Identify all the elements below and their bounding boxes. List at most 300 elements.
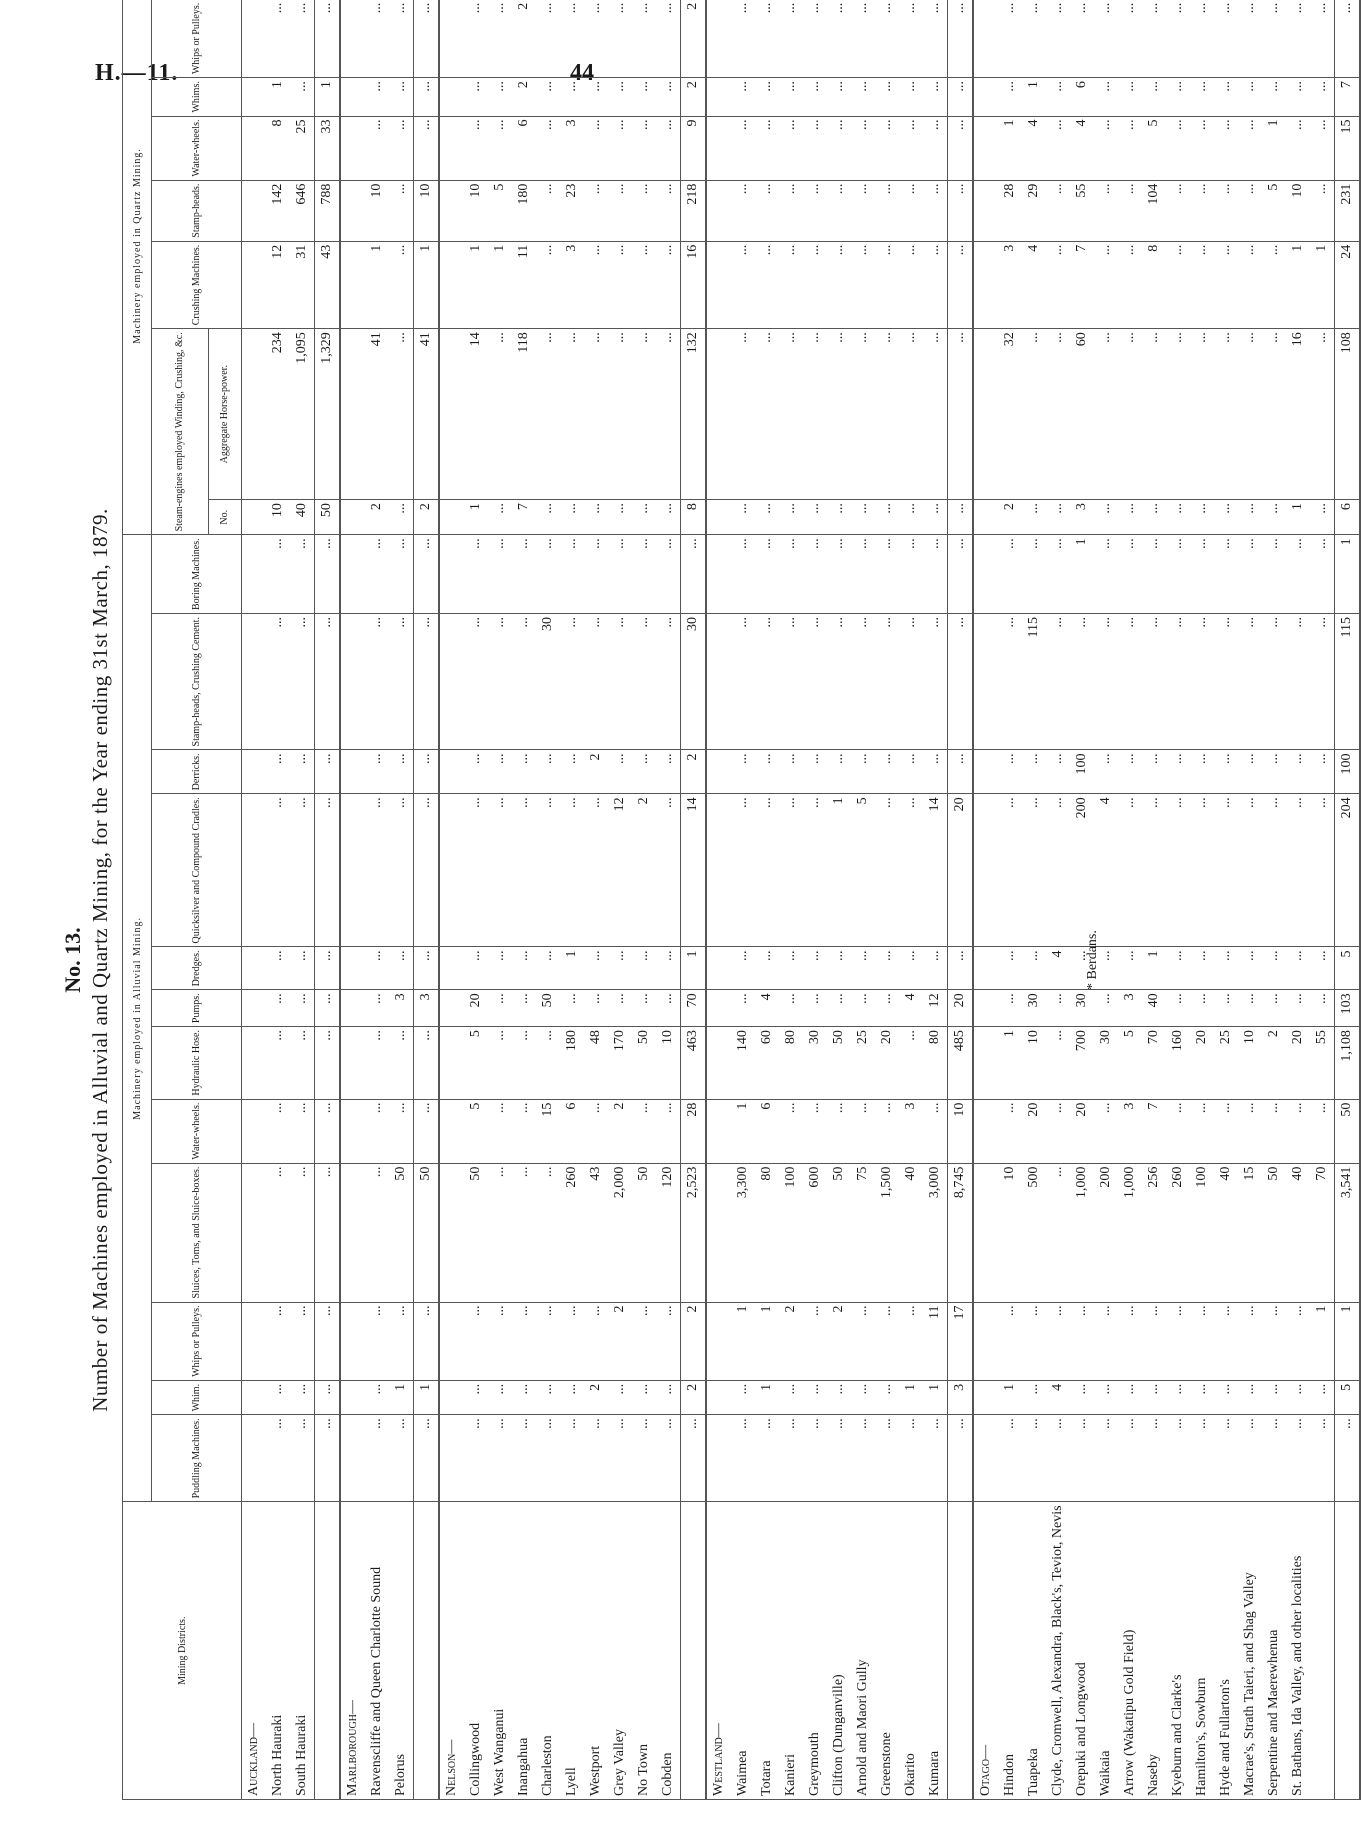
table-cell: ... [755, 947, 779, 990]
col-steam-0: No. [208, 500, 242, 535]
total-cell: ... [315, 990, 341, 1027]
table-cell: 1 [365, 241, 389, 329]
table-cell: ... [851, 614, 875, 750]
table-cell: ... [512, 535, 536, 614]
total-cell: 108 [1335, 329, 1361, 500]
table-number: No. 13. [60, 927, 85, 993]
table-cell: ... [608, 947, 632, 990]
table-cell: ... [923, 0, 948, 78]
table-row [1310, 0, 1335, 1800]
table-row [266, 0, 290, 1800]
total-cell: 2 [414, 500, 440, 535]
table-cell: ... [875, 78, 899, 116]
table-cell: ... [998, 0, 1022, 78]
table-cell: ... [488, 750, 512, 794]
table-cell: ... [755, 329, 779, 500]
table-cell: ... [656, 1415, 681, 1502]
table-cell: 7 [512, 500, 536, 535]
table-cell: ... [899, 180, 923, 241]
table-cell: ... [1022, 1380, 1046, 1415]
table-cell: ... [584, 535, 608, 614]
table-cell: ... [290, 1099, 315, 1163]
table-cell: ... [998, 750, 1022, 794]
total-cell: ... [414, 535, 440, 614]
locality-name: Ravenscliffe and Queen Charlotte Sound [365, 1502, 389, 1800]
table-cell: ... [899, 116, 923, 180]
district-header-row [973, 0, 998, 1800]
table-cell: ... [923, 241, 948, 329]
table-cell: ... [779, 1099, 803, 1163]
locality-name [1310, 1502, 1335, 1800]
table-cell: 3 [998, 241, 1022, 329]
table-cell: 1 [998, 1027, 1022, 1100]
table-cell: 1,000 [1070, 1163, 1094, 1302]
table-cell: ... [632, 180, 656, 241]
table-cell: ... [803, 0, 827, 78]
table-row [488, 0, 512, 1800]
col-alluvial-7: Dredges. [152, 947, 242, 990]
table-cell: ... [1310, 614, 1335, 750]
table-cell: ... [875, 1099, 899, 1163]
district-total-row [315, 0, 341, 1800]
table-cell: 10 [266, 500, 290, 535]
table-cell: ... [803, 241, 827, 329]
table-cell: 30 [803, 1027, 827, 1100]
table-cell: 115 [1022, 614, 1046, 750]
table-cell: ... [365, 1380, 389, 1415]
table-cell: ... [731, 1415, 755, 1502]
table-cell: ... [464, 794, 488, 947]
table-cell: ... [1286, 750, 1310, 794]
table-cell: ... [875, 1302, 899, 1380]
table-cell: ... [632, 0, 656, 78]
table-cell: ... [1238, 116, 1262, 180]
table-cell: ... [656, 614, 681, 750]
table-cell: 1,500 [875, 1163, 899, 1302]
table-cell: ... [923, 535, 948, 614]
table-cell: 100 [1190, 1163, 1214, 1302]
table-cell: ... [803, 1380, 827, 1415]
total-cell: ... [948, 0, 974, 78]
table-cell: ... [389, 180, 414, 241]
table-cell: 2 [584, 750, 608, 794]
table-cell: 200 [1070, 794, 1094, 947]
table-cell: 1 [899, 1380, 923, 1415]
table-cell: ... [1046, 1163, 1070, 1302]
table-cell: ... [875, 1415, 899, 1502]
table-cell: ... [1118, 116, 1142, 180]
table-cell: ... [1262, 614, 1286, 750]
table-cell: ... [488, 1027, 512, 1100]
table-cell: ... [851, 329, 875, 500]
table-cell: 2 [827, 1302, 851, 1380]
table-cell: ... [875, 990, 899, 1027]
table-cell: ... [875, 947, 899, 990]
table-cell: ... [731, 947, 755, 990]
table-cell: ... [1238, 750, 1262, 794]
table-cell: ... [1046, 500, 1070, 535]
total-cell: ... [315, 535, 341, 614]
table-cell: ... [899, 1027, 923, 1100]
table-cell: ... [1094, 535, 1118, 614]
total-cell: ... [948, 535, 974, 614]
table-cell: 7 [1070, 241, 1094, 329]
table-cell: ... [608, 241, 632, 329]
total-cell: 3 [948, 1380, 974, 1415]
col-alluvial-3: Sluices, Toms, and Sluice-boxes. [152, 1163, 242, 1302]
col-alluvial-11: Boring Machines. [152, 535, 242, 614]
total-cell: ... [414, 1027, 440, 1100]
total-cell: 103 [1335, 990, 1361, 1027]
table-cell: ... [266, 947, 290, 990]
locality-name: Cobden [656, 1502, 681, 1800]
locality-name: West Wanganui [488, 1502, 512, 1800]
table-cell: ... [803, 329, 827, 500]
table-cell: 1 [731, 1302, 755, 1380]
table-cell: ... [536, 1302, 560, 1380]
table-cell: ... [1286, 1302, 1310, 1380]
table-cell: ... [1238, 78, 1262, 116]
table-cell: ... [560, 750, 584, 794]
table-body [242, 0, 1361, 1800]
table-cell: ... [389, 535, 414, 614]
table-cell: ... [632, 1380, 656, 1415]
table-cell: ... [779, 180, 803, 241]
table-cell: ... [1046, 329, 1070, 500]
total-cell: ... [414, 1099, 440, 1163]
table-cell: ... [266, 1099, 290, 1163]
table-cell: ... [608, 329, 632, 500]
table-cell: ... [389, 78, 414, 116]
table-cell: ... [464, 1415, 488, 1502]
total-cell: ... [315, 1027, 341, 1100]
table-cell: ... [779, 990, 803, 1027]
table-cell: ... [803, 1302, 827, 1380]
table-row [1166, 0, 1190, 1800]
table-cell: ... [923, 180, 948, 241]
table-cell: ... [1190, 1099, 1214, 1163]
table-cell: ... [827, 1380, 851, 1415]
table-row [1142, 0, 1166, 1800]
table-cell: ... [1310, 78, 1335, 116]
table-cell: ... [1310, 535, 1335, 614]
table-cell: ... [1310, 794, 1335, 947]
table-row [899, 0, 923, 1800]
locality-name: No Town [632, 1502, 656, 1800]
table-cell: ... [803, 1415, 827, 1502]
table-cell: 25 [851, 1027, 875, 1100]
table-cell: ... [1118, 180, 1142, 241]
table-cell: 11 [512, 241, 536, 329]
table-cell: ... [899, 241, 923, 329]
total-cell: 100 [1335, 750, 1361, 794]
locality-name: Arrow (Wakatipu Gold Field) [1118, 1502, 1142, 1800]
table-cell: ... [899, 794, 923, 947]
table-cell: ... [1310, 329, 1335, 500]
table-cell: 3,300 [731, 1163, 755, 1302]
table-cell: ... [365, 78, 389, 116]
table-cell: 10 [1286, 180, 1310, 241]
table-cell: ... [1238, 614, 1262, 750]
table-cell: 40 [290, 500, 315, 535]
table-cell: ... [803, 794, 827, 947]
table-cell: ... [755, 500, 779, 535]
district-header-row [242, 0, 267, 1800]
table-cell: ... [1214, 1415, 1238, 1502]
table-cell: 29 [1022, 180, 1046, 241]
table-cell: 3 [389, 990, 414, 1027]
table-cell: ... [584, 947, 608, 990]
table-cell: 10 [656, 1027, 681, 1100]
table-cell: ... [779, 241, 803, 329]
table-cell: ... [755, 614, 779, 750]
table-cell: ... [779, 329, 803, 500]
table-cell: 1 [560, 947, 584, 990]
table-cell: ... [1118, 947, 1142, 990]
table-cell: ... [875, 180, 899, 241]
table-cell: ... [851, 180, 875, 241]
table-cell: ... [488, 116, 512, 180]
locality-name: Greenstone [875, 1502, 899, 1800]
table-cell: ... [1214, 116, 1238, 180]
table-cell: ... [1286, 947, 1310, 990]
table-cell: 2 [998, 500, 1022, 535]
table-cell: ... [1214, 500, 1238, 535]
total-cell: 9 [681, 116, 707, 180]
table-cell: 20 [1286, 1027, 1310, 1100]
locality-name: Kanieri [779, 1502, 803, 1800]
table-cell: ... [365, 1302, 389, 1380]
table-cell: ... [656, 947, 681, 990]
table-cell: ... [779, 947, 803, 990]
table-cell: ... [1262, 794, 1286, 947]
table-cell: ... [1238, 1302, 1262, 1380]
table-cell: ... [1094, 1415, 1118, 1502]
table-cell: 140 [731, 1027, 755, 1100]
locality-name: Kumara [923, 1502, 948, 1800]
table-cell: ... [1238, 329, 1262, 500]
locality-name: Waikaia [1094, 1502, 1118, 1800]
table-cell: ... [488, 0, 512, 78]
locality-name: Westport [584, 1502, 608, 1800]
table-cell: ... [1286, 116, 1310, 180]
table-cell: ... [875, 116, 899, 180]
table-cell: ... [389, 329, 414, 500]
table-cell: ... [1286, 535, 1310, 614]
table-cell: 2 [365, 500, 389, 535]
table-cell: ... [389, 947, 414, 990]
table-cell: 20 [464, 990, 488, 1027]
table-cell: ... [731, 750, 755, 794]
col-alluvial-8: Quicksilver and Compound Cradles. [152, 794, 242, 947]
total-cell: ... [414, 1302, 440, 1380]
table-cell: 20 [1070, 1099, 1094, 1163]
total-cell: 24 [1335, 241, 1361, 329]
table-cell: ... [584, 116, 608, 180]
table-cell: ... [464, 78, 488, 116]
table-cell: ... [1118, 1415, 1142, 1502]
table-cell: ... [1142, 794, 1166, 947]
table-cell: ... [1118, 500, 1142, 535]
table-cell: ... [290, 794, 315, 947]
table-row [923, 0, 948, 1800]
table-cell: 1 [1310, 241, 1335, 329]
total-cell: ... [1335, 0, 1361, 78]
table-cell: ... [1238, 241, 1262, 329]
total-cell: 2 [681, 1302, 707, 1380]
table-cell: ... [779, 1380, 803, 1415]
table-cell: ... [1094, 329, 1118, 500]
total-cell: 30 [681, 614, 707, 750]
table-cell: ... [632, 1099, 656, 1163]
table-cell: 1 [1142, 947, 1166, 990]
table-cell: 1 [1286, 241, 1310, 329]
district-total-row [681, 0, 707, 1800]
table-cell: ... [1118, 1380, 1142, 1415]
district-header-row [340, 0, 365, 1800]
table-row [1022, 0, 1046, 1800]
table-cell: ... [755, 116, 779, 180]
table-cell: ... [464, 750, 488, 794]
table-cell: ... [389, 1099, 414, 1163]
table-cell: ... [1166, 1415, 1190, 1502]
table-cell: ... [1214, 794, 1238, 947]
table-cell: ... [632, 329, 656, 500]
table-cell: 50 [632, 1163, 656, 1302]
total-cell: 10 [414, 180, 440, 241]
table-cell: ... [1310, 1380, 1335, 1415]
table-cell: ... [827, 116, 851, 180]
table-cell: 50 [827, 1027, 851, 1100]
total-cell: 2 [681, 78, 707, 116]
table-cell: 4 [755, 990, 779, 1027]
table-cell: ... [1142, 0, 1166, 78]
table-cell: ... [584, 1099, 608, 1163]
table-cell: ... [365, 614, 389, 750]
table-cell: ... [731, 614, 755, 750]
table-cell: ... [512, 750, 536, 794]
table-cell: ... [803, 535, 827, 614]
table-cell: ... [1238, 0, 1262, 78]
table-cell: 23 [560, 180, 584, 241]
table-cell: ... [827, 78, 851, 116]
table-cell: 1 [998, 1380, 1022, 1415]
table-cell: ... [488, 329, 512, 500]
table-cell: 14 [464, 329, 488, 500]
table-cell: 40 [1142, 990, 1166, 1027]
table-cell: ... [1094, 1099, 1118, 1163]
table-cell: ... [1262, 78, 1286, 116]
table-cell: ... [1166, 750, 1190, 794]
table-row [608, 0, 632, 1800]
table-cell: ... [1166, 116, 1190, 180]
table-cell: ... [656, 794, 681, 947]
total-cell: ... [948, 750, 974, 794]
table-cell: ... [923, 1099, 948, 1163]
table-row [755, 0, 779, 1800]
table-cell: ... [389, 241, 414, 329]
table-cell: ... [632, 1415, 656, 1502]
total-cell: 1,108 [1335, 1027, 1361, 1100]
table-cell: ... [1022, 0, 1046, 78]
table-cell: 80 [779, 1027, 803, 1100]
table-cell: ... [488, 500, 512, 535]
table-cell: ... [584, 614, 608, 750]
table-cell: ... [1166, 241, 1190, 329]
table-cell: ... [1142, 1380, 1166, 1415]
table-cell: ... [656, 329, 681, 500]
table-cell: 2 [608, 1099, 632, 1163]
table-cell: ... [998, 1415, 1022, 1502]
table-cell: ... [1190, 180, 1214, 241]
table-cell: ... [365, 0, 389, 78]
table-cell: ... [923, 1415, 948, 1502]
table-cell: ... [1118, 794, 1142, 947]
table-cell: 30 [1070, 990, 1094, 1027]
total-cell: ... [414, 947, 440, 990]
table-cell: ... [536, 1415, 560, 1502]
total-cell: 50 [1335, 1099, 1361, 1163]
district-total-row [414, 0, 440, 1800]
table-cell: ... [1238, 180, 1262, 241]
table-cell: ... [731, 500, 755, 535]
table-cell: ... [512, 1099, 536, 1163]
table-cell: ... [731, 990, 755, 1027]
total-cell: 70 [681, 990, 707, 1027]
table-cell: 234 [266, 329, 290, 500]
table-cell: ... [1190, 794, 1214, 947]
table-cell: ... [1022, 947, 1046, 990]
table-cell: ... [899, 329, 923, 500]
table-cell: ... [1214, 947, 1238, 990]
total-cell: 5 [1335, 947, 1361, 990]
total-cell: ... [315, 0, 341, 78]
table-cell: ... [1166, 1302, 1190, 1380]
table-cell: ... [536, 1380, 560, 1415]
table-cell: 160 [1166, 1027, 1190, 1100]
table-cell: ... [1262, 1302, 1286, 1380]
table-cell: ... [536, 535, 560, 614]
locality-name: Inangahua [512, 1502, 536, 1800]
table-cell: ... [875, 614, 899, 750]
table-cell: ... [1310, 990, 1335, 1027]
table-cell: ... [536, 0, 560, 78]
table-cell: ... [608, 0, 632, 78]
table-cell: ... [584, 78, 608, 116]
table-cell: ... [851, 750, 875, 794]
total-cell: 2,523 [681, 1163, 707, 1302]
table-cell: ... [656, 1302, 681, 1380]
table-cell: ... [1166, 794, 1190, 947]
total-cell: 1 [1335, 1302, 1361, 1380]
table-cell: ... [923, 750, 948, 794]
total-cell: 2 [681, 750, 707, 794]
table-cell: ... [584, 1415, 608, 1502]
table-cell: ... [1070, 1302, 1094, 1380]
total-cell: ... [948, 78, 974, 116]
locality-name: St. Bathans, Ida Valley, and other localities [1286, 1502, 1310, 1800]
table-cell: ... [803, 78, 827, 116]
locality-name: Macrae's, Strath Taieri, and Shag Valley [1238, 1502, 1262, 1800]
table-cell: ... [608, 500, 632, 535]
table-cell: 4 [1070, 116, 1094, 180]
table-cell: ... [365, 535, 389, 614]
district-total-row [948, 0, 974, 1800]
table-cell: ... [512, 1415, 536, 1502]
table-cell: ... [731, 1380, 755, 1415]
table-cell: 5 [1142, 116, 1166, 180]
table-cell: ... [1070, 947, 1094, 990]
